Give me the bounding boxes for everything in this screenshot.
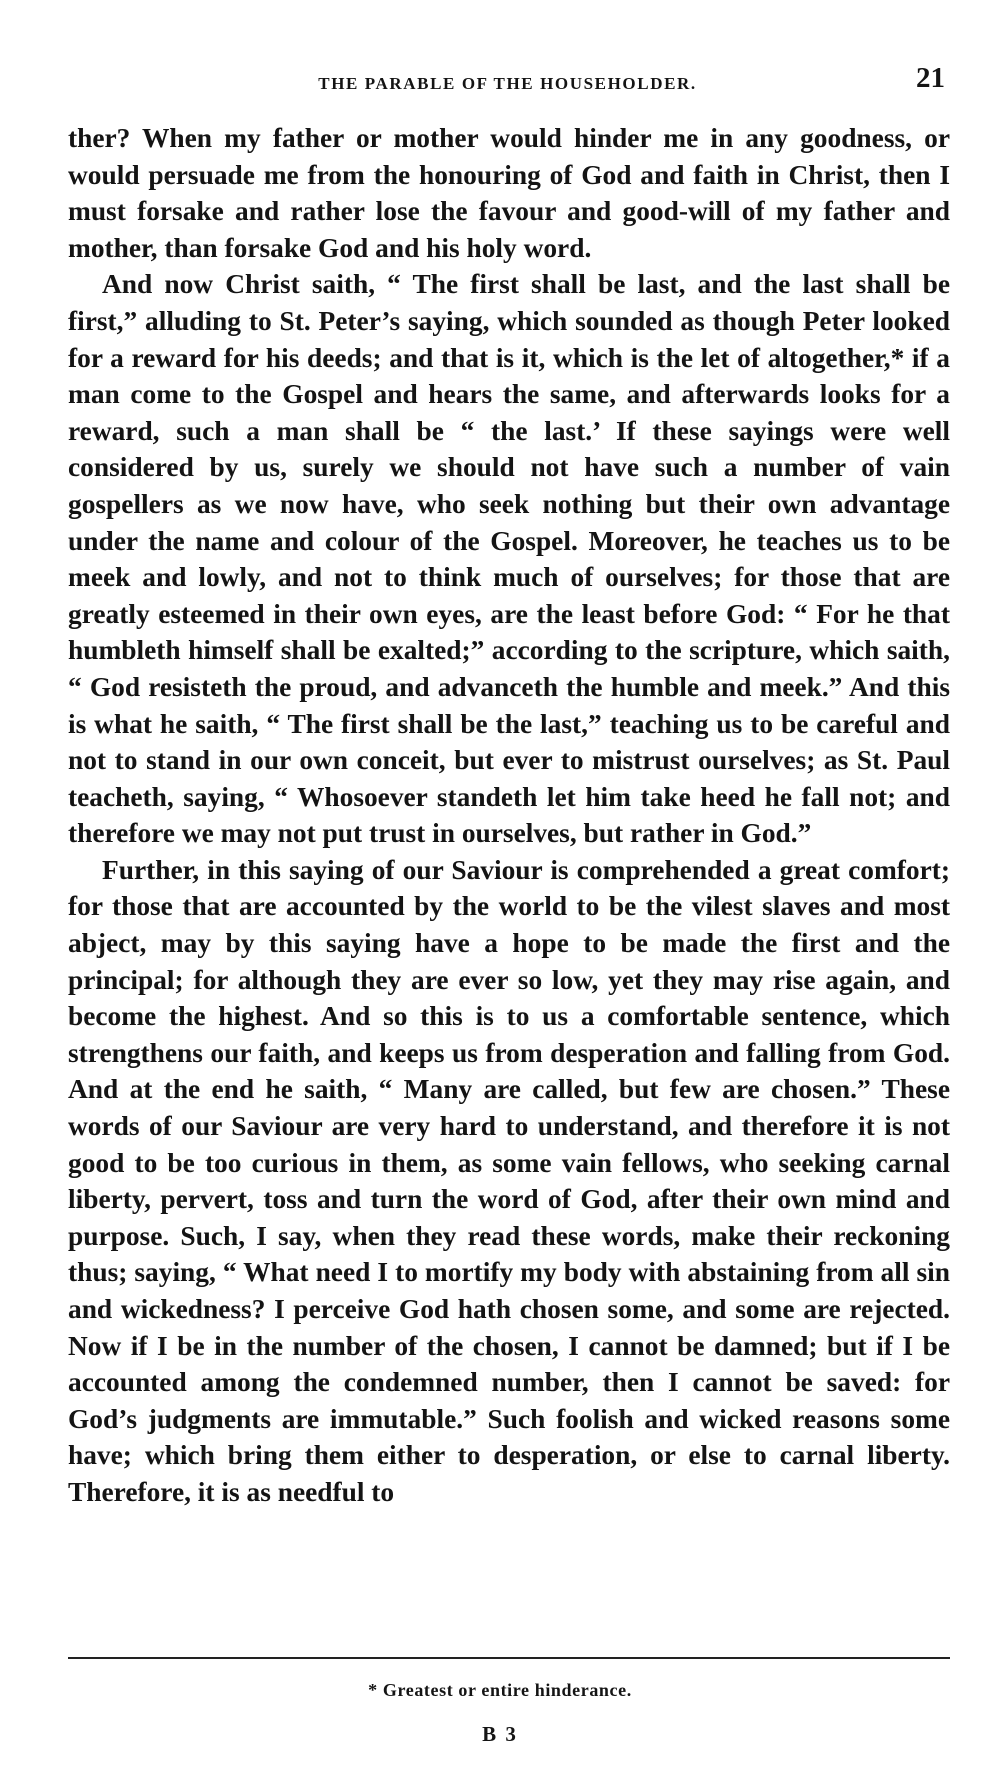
footnote: * Greatest or entire hinderance.: [368, 1680, 632, 1700]
page-number: 21: [916, 62, 945, 94]
body-text: [68, 120, 950, 1511]
paragraph: Further, in this saying of our Saviour is comprehended a great comfort; for those that are accounted by the world to be the vilest slaves and most abject, may by this saying have a hope to be made the first and the principal; for although they are ever so low, yet they may rise again, and become the highest. And so this is to us a comfortable sentence, which strengthens our faith, and keeps us from desperation and falling from God. And at the end he saith, “ Many are called, but few are chosen.” These words of our Saviour are very hard to understand, and therefore it is not good to be too curious in them, as some vain fellows, who seeking carnal liberty, pervert, toss and turn the word of God, after their own mind and purpose. Such, I say, when they read these words, make their reckoning thus; saying, “ What need I to mortify my body with abstaining from all sin and wickedness? I perceive God hath chosen some, and some are rejected. Now if I be in the number of the chosen, I cannot be damned; but if I be accounted among the condemned number, then I cannot be saved: for God’s judgments are immutable.” Such foolish and wicked reasons some have; which bring them either to desperation, or else to carnal liberty. Therefore, it is as needful to: [68, 854, 950, 1507]
page-header: [70, 62, 945, 102]
paragraph: And now Christ saith, “ The first shall be last, and the last shall be first,” alluding to St. Peter’s saying, which sounded as though Peter looked for a reward for his deeds; and that is it, which is the let of altogether,* if a man come to the Gospel and hears the same, and afterwards looks for a reward, such a man shall be “ the last.’ If these sayings were well considered by us, surely we should not have such a number of vain gospellers as we now have, who seek nothing but their own advantage under the name and colour of the Gospel. Moreover, he teaches us to be meek and lowly, and not to think much of ourselves; for those that are greatly esteemed in their own eyes, are the least before God: “ For he that humbleth himself shall be exalted;” according to the scripture, which saith, “ God resisteth the proud, and advanceth the humble and meek.” And this is what he saith, “ The first shall be the last,” teaching us to be careful and not to stand in our own conceit, but ever to mistrust ourselves; as St. Paul teacheth, saying, “ Whosoever standeth let him take heed he fall not; and therefore we may not put trust in ourselves, but rather in God.”: [68, 269, 950, 849]
signature-mark: B 3: [482, 1722, 518, 1746]
footnote-rule: [68, 1657, 950, 1659]
paragraph-continued: ther? When my father or mother would hinder me in any goodness, or would persuade me from the honouring of God and faith in Christ, then I must forsake and rather lose the favour and good-will of my father and mother, than forsake God and his holy word.: [68, 123, 950, 263]
running-head: THE PARABLE OF THE HOUSEHOLDER.: [318, 74, 697, 93]
